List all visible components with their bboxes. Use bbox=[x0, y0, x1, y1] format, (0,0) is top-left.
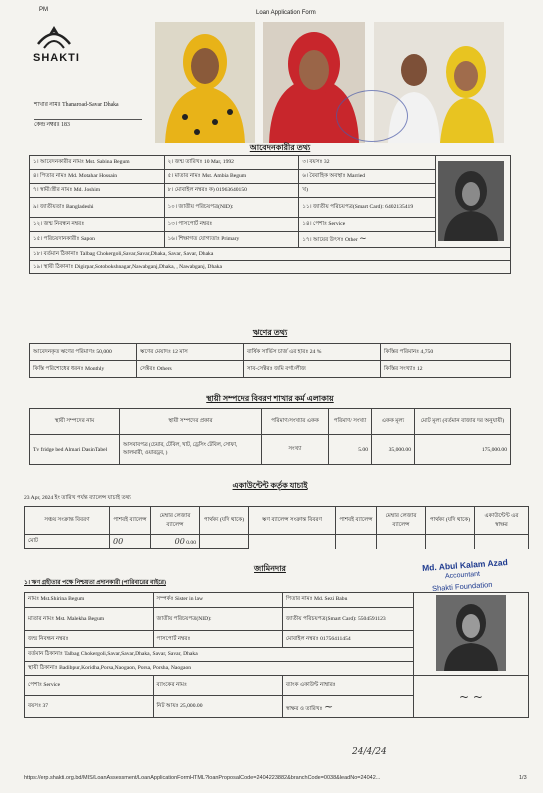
guarantor-id-photo-cell bbox=[414, 593, 529, 676]
assets-header: পরিমাণ/সংখ্যার একক bbox=[262, 409, 329, 435]
guarantor-cell: জন্ম নিবন্ধন নম্বরঃ bbox=[25, 631, 154, 648]
account-header: ঋণ ব্যালেন্স সংক্রান্ত বিবরণ bbox=[249, 507, 336, 535]
account-header: মেম্বার লেজার ব্যালেন্স bbox=[377, 507, 426, 535]
account-header: মেম্বার লেজার ব্যালেন্স bbox=[151, 507, 200, 535]
guarantor-cell: নামঃ Mst.Shirina Begum bbox=[25, 593, 154, 608]
applicant-cell: ১৩। পাসপোর্ট নম্বরঃ bbox=[164, 218, 299, 232]
loan-cell: কিস্তির সংখ্যাঃ 12 bbox=[381, 361, 511, 378]
guarantor-signature-cell bbox=[414, 676, 529, 718]
applicant-photo bbox=[155, 22, 255, 143]
applicant-cell: ৬। বৈবাহিক অবস্থাঃ Married bbox=[299, 170, 436, 184]
permanent-address: ১৯। স্থায়ী ঠিকানাঃ Digirpar,Sotobokshnagar,Nawabganj,Dhaka, , Nawabganj, Dhaka bbox=[30, 261, 511, 274]
assets-cell: সংখ্যা bbox=[262, 435, 329, 465]
present-address: ১৮। বর্তমান ঠিকানাঃ Talbag Chokergoli,Savar,Savar,Dhaka, Savar, Savar, Dhaka bbox=[30, 248, 511, 261]
page-number: 1/3 bbox=[519, 775, 527, 781]
account-total-passbook: 00 bbox=[110, 535, 151, 549]
guarantor-cell: পেশাঃ Service bbox=[25, 676, 154, 696]
applicant-cell: ১৪। পেশাঃ Service bbox=[299, 218, 436, 232]
loan-cell: সেক্টরঃ Others bbox=[137, 361, 244, 378]
table-cell bbox=[151, 535, 200, 549]
table-row bbox=[30, 248, 511, 261]
table-row bbox=[30, 361, 511, 378]
loan-section-title: ঋণের তথ্য bbox=[252, 328, 288, 337]
applicant-cell: ১। আবেদনকারীর নামঃ Mst. Sabina Begum bbox=[30, 156, 165, 170]
assets-header: স্থায়ী সম্পদের প্রকার bbox=[120, 409, 262, 435]
applicant-cell: ১২। জন্ম নিবন্ধন নম্বরঃ bbox=[30, 218, 165, 232]
account-section-title: একাউন্টেন্ট কর্তৃক যাচাই bbox=[232, 481, 308, 490]
loan-cell: সাব-সেক্টরঃ জমি বর্গা/লীজ bbox=[244, 361, 381, 378]
handwritten-date: 24/4/24 bbox=[352, 747, 387, 757]
account-table bbox=[24, 506, 529, 549]
assets-header: স্থায়ী সম্পদের নাম bbox=[30, 409, 120, 435]
loan-cell: ঋণের মেয়াদঃ 12 মাস bbox=[137, 344, 244, 361]
applicant-cell: ৮। মোবাইল নম্বরঃ ক) 01963640150 bbox=[164, 184, 299, 198]
logo-name: SHAKTI bbox=[33, 52, 80, 64]
assets-cell: আসবাবপত্র (চেয়ার, টেবিল, খাট, ড্রেসিং টেবিল, সোফা, আলমারী, ওয়ারড্রব, ) bbox=[120, 435, 262, 465]
table-row bbox=[25, 507, 529, 535]
footer-url: https://erp.shakti.org.bd/MIS/LoanAssessment/LoanApplicationFormHTML?loanProposalCode=2404223882&branchCode=0038&leadNo=24042... bbox=[24, 775, 381, 781]
assets-table bbox=[29, 408, 511, 465]
text-value: শাখার নামঃ bbox=[34, 102, 61, 108]
guarantor-id-photo bbox=[416, 595, 526, 671]
table-row bbox=[30, 261, 511, 274]
applicant-cell: ১১। জাতীয় পরিচয়পত্র(Smart Card): 6402135419 bbox=[299, 198, 436, 218]
account-header: সঞ্চয় সংক্রান্ত বিবরণ bbox=[25, 507, 110, 535]
assets-section-title: স্থায়ী সম্পদের বিবরণ শাখার কর্ম এলাকায় bbox=[206, 394, 334, 403]
table-row bbox=[25, 593, 529, 608]
applicant-cell: ৪। পিতার নামঃ Md. Motahar Hossain bbox=[30, 170, 165, 184]
applicant-id-photo bbox=[438, 161, 504, 241]
account-header: পার্থক্য (যদি থাকে) bbox=[200, 507, 249, 535]
guarantor-cell: বয়সঃ 37 bbox=[25, 696, 154, 718]
applicant-id-photo-cell bbox=[436, 156, 511, 248]
text-value: ১৭। আয়ের উৎসঃ Other bbox=[302, 237, 358, 243]
table-cell bbox=[249, 535, 336, 549]
stamp-org: Shakti Foundation bbox=[431, 579, 493, 594]
guarantor-cell: জাতীয় পরিচয়পত্র(Smart Card): 5504591123 bbox=[282, 607, 413, 630]
form-title: Loan Application Form bbox=[256, 10, 316, 16]
guarantor-section-title: জামিনদার bbox=[254, 564, 286, 573]
handwritten-signature: ~ bbox=[359, 234, 367, 244]
guarantor-cell: জাতীয় পরিচয়পত্র(NID): bbox=[153, 607, 282, 630]
guarantor-cell: মোবাইল নম্বরঃ 01756411454 bbox=[282, 631, 413, 648]
table-row bbox=[30, 156, 511, 170]
assets-cell: 35,000.00 bbox=[372, 435, 415, 465]
account-total-label: মোট bbox=[25, 535, 110, 549]
text-value: স্বাক্ষর ও তারিখঃ bbox=[285, 705, 323, 712]
text-value: Thanaroad-Savar Dhaka bbox=[62, 102, 119, 108]
loan-cell: আবেদনকৃত ঋণের পরিমাণঃ 50,000 bbox=[30, 344, 137, 361]
account-date-line: 23 Apr, 2024 ইং তারিখ পর্যন্ত ব্যালেন্স যাচাই তথ্য bbox=[24, 495, 131, 501]
assets-header: একক মূল্য bbox=[372, 409, 415, 435]
guarantor-permanent-address: স্থায়ী ঠিকানাঃ Badibpur,Koridha,Porsa,Naogaon, Porsa, Porsha, Naogaon bbox=[25, 662, 414, 676]
text-value: 183 bbox=[61, 122, 70, 128]
guarantor-cell: পিতার নামঃ Md. Sezi Babu bbox=[282, 593, 413, 608]
applicant-section-title: আবেদনকারীর তথ্য bbox=[249, 143, 311, 152]
applicant-cell bbox=[299, 232, 436, 248]
branch-name bbox=[34, 100, 119, 110]
account-header: পার্থক্য (যদি থাকে) bbox=[426, 507, 475, 535]
guarantor-subtitle: ১। ঋণ গ্রহীতার পক্ষে নিশ্চয়তা প্রদানকারী (পারিবারের বাইরে) bbox=[24, 580, 166, 586]
guarantor-table bbox=[24, 592, 529, 718]
table-row bbox=[25, 535, 529, 549]
guarantor-cell: ব্যাংকের নামঃ bbox=[153, 676, 282, 696]
applicant-table bbox=[29, 155, 511, 274]
table-cell bbox=[336, 535, 377, 549]
guarantor-cell: পাসপোর্ট নম্বরঃ bbox=[153, 631, 282, 648]
assets-header: মোট মূল্য (বর্তমান বাজার দর অনুযায়ী) bbox=[415, 409, 511, 435]
table-cell bbox=[475, 535, 529, 549]
account-header: পাশবই ব্যালেন্স bbox=[336, 507, 377, 535]
applicant-cell: ১০। জাতীয় পরিচয়পত্র(NID): bbox=[164, 198, 299, 218]
table-row bbox=[30, 435, 511, 465]
table-cell bbox=[377, 535, 426, 549]
assets-cell: 175,000.00 bbox=[415, 435, 511, 465]
shakti-logo bbox=[30, 22, 78, 78]
loan-cell: কিস্তি পরিশোধের ধরনঃ Monthly bbox=[30, 361, 137, 378]
applicant-cell: ১৫। পরিচয়দানকারীঃ Sapon bbox=[30, 232, 165, 248]
guarantor-signature: ~ ~ bbox=[459, 689, 483, 704]
applicant-cell: ৫। মাতার নামঃ Mst. Ambia Begum bbox=[164, 170, 299, 184]
applicant-cell: ৩। বয়সঃ 32 bbox=[299, 156, 436, 170]
seal-stamp bbox=[336, 90, 408, 142]
assets-cell: Tv fridge bed Almari DasinTabel bbox=[30, 435, 120, 465]
guarantor-cell: নিট আয়ঃ 25,000.00 bbox=[153, 696, 282, 718]
table-cell bbox=[426, 535, 475, 549]
loan-cell: কিস্তির পরিমানঃ 4,750 bbox=[381, 344, 511, 361]
account-header: পাশবই ব্যালেন্স bbox=[110, 507, 151, 535]
applicant-cell: ২। জন্ম তারিখঃ 10 Mar, 1992 bbox=[164, 156, 299, 170]
guarantor-cell: সম্পর্কঃ Sister in law bbox=[153, 593, 282, 608]
center-number bbox=[34, 119, 70, 130]
assets-cell: 5.00 bbox=[329, 435, 372, 465]
account-header: একাউন্টেন্ট এর স্বাক্ষর bbox=[475, 507, 529, 535]
applicant-cell: ১৬। শিক্ষাগত যোগ্যতাঃ Primary bbox=[164, 232, 299, 248]
guarantor-cell bbox=[282, 696, 413, 718]
applicant-cell: ৯। জাতীয়তাঃ Bangladeshi bbox=[30, 198, 165, 218]
guarantor-cell: মাতার নামঃ Mst. Malekha Begum bbox=[25, 607, 154, 630]
handwritten-signature: ~ bbox=[323, 699, 334, 713]
table-row bbox=[30, 409, 511, 435]
applicant-cell: খ) bbox=[299, 184, 436, 198]
text-value: কেন্দ্র নম্বরঃ bbox=[34, 122, 60, 128]
applicant-cell: ৭। স্বামী/স্ত্রীর নামঃ Md. Joshim bbox=[30, 184, 165, 198]
table-row bbox=[25, 676, 529, 696]
logo-mark-icon bbox=[30, 22, 78, 52]
table-row bbox=[30, 344, 511, 361]
loan-cell: বার্ষিক সার্ভিস চার্জ এর হারঃ 24 % bbox=[244, 344, 381, 361]
account-total-difference: 0.00 bbox=[186, 540, 196, 546]
account-total-ledger: 00 bbox=[174, 537, 185, 546]
assets-header: পরিমাণ/ সংখ্যা bbox=[329, 409, 372, 435]
table-cell bbox=[200, 535, 249, 549]
stamp-role: Accountant bbox=[444, 570, 481, 581]
loan-table bbox=[29, 343, 511, 378]
print-time: PM bbox=[39, 7, 48, 13]
stamp-name: Md. Abul Kalam Azad bbox=[421, 557, 509, 573]
guarantor-cell: ব্যাংক একাউন্ট নাম্বারঃ bbox=[282, 676, 413, 696]
guarantor-present-address: বর্তমান ঠিকানাঃ Talbag Chokergoli,Savar,Savar,Dhaka, Savar, Savar, Dhaka bbox=[25, 648, 414, 662]
